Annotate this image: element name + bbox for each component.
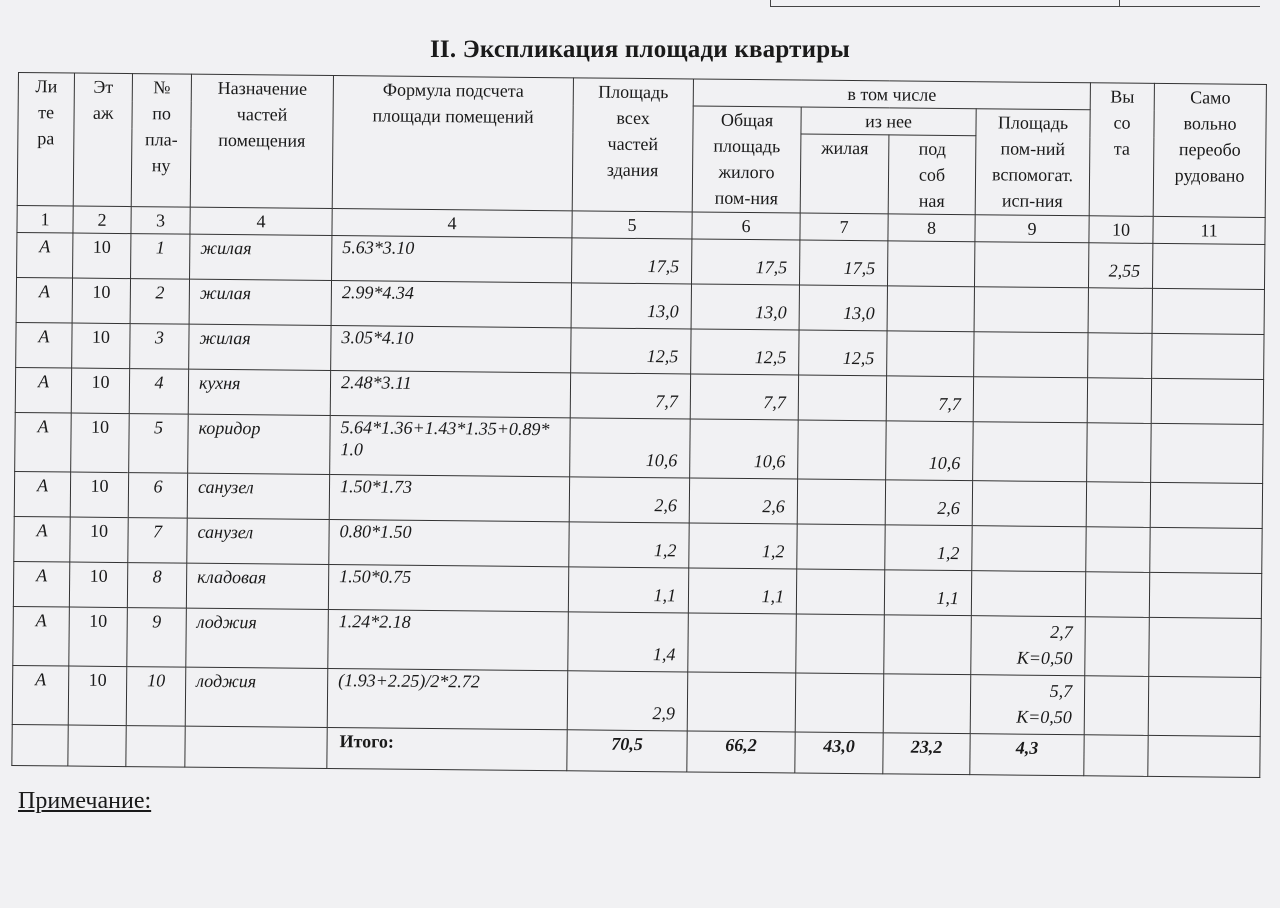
cell-podsobnaya [884, 615, 972, 675]
cell-etazh: 10 [73, 233, 131, 279]
column-number: 4 [332, 209, 572, 238]
header-etazh: Эт аж [73, 73, 132, 207]
top-border-tick [1119, 0, 1121, 6]
cell-naznachenie: жилая [190, 234, 332, 280]
total-empty-1 [12, 724, 68, 766]
total-empty-2 [68, 725, 126, 767]
cell-samovolno [1150, 482, 1262, 528]
cell-podsobnaya: 7,7 [886, 376, 973, 422]
cell-samovolno [1152, 333, 1264, 379]
cell-formula: 1.50*1.73 [329, 475, 569, 522]
vspomog-value: 5,7 [1049, 680, 1073, 702]
cell-litera: А [14, 471, 70, 517]
column-number: 6 [692, 212, 800, 240]
cell-vspomog [972, 526, 1086, 572]
cell-zhilaya: 17,5 [799, 240, 887, 286]
cell-etazh: 10 [68, 666, 127, 726]
cell-num: 7 [128, 518, 187, 564]
cell-obshchaya: 2,6 [689, 478, 797, 524]
cell-formula: 5.63*3.10 [332, 236, 572, 283]
cell-litera: А [14, 516, 70, 562]
header-naznachenie: Назначение частей помещения [190, 74, 333, 208]
cell-litera: А [15, 367, 71, 413]
cell-obshchaya: 10,6 [690, 419, 799, 479]
header-podsobnaya: под соб ная [888, 135, 976, 215]
cell-vspomog [971, 616, 1086, 676]
cell-vspomog [974, 332, 1088, 378]
total-empty-4 [185, 726, 327, 768]
total-empty-3 [126, 726, 185, 768]
vspomog-value: 2,7 [1050, 621, 1073, 643]
column-number: 10 [1089, 216, 1153, 244]
total-obshchaya: 66,2 [687, 731, 795, 773]
column-number: 7 [800, 213, 888, 241]
cell-ploshchad-vsekh: 13,0 [571, 283, 691, 329]
cell-podsobnaya [887, 331, 974, 377]
total-zhilaya: 43,0 [795, 732, 883, 774]
cell-podsobnaya: 1,2 [885, 525, 972, 571]
cell-naznachenie: коридор [188, 414, 331, 474]
cell-num: 5 [129, 414, 189, 474]
cell-num: 6 [128, 473, 187, 519]
cell-samovolno [1150, 527, 1262, 573]
total-empty-11 [1084, 735, 1148, 777]
cell-naznachenie: жилая [189, 324, 331, 370]
cell-etazh: 10 [71, 413, 130, 473]
cell-litera: А [13, 606, 70, 666]
cell-obshchaya: 12,5 [691, 329, 799, 375]
cell-ploshchad-vsekh: 17,5 [572, 238, 692, 284]
header-iz-nee: из нее [801, 107, 976, 136]
cell-litera: А [12, 665, 69, 725]
header-obshchaya: Общая площадь жилого пом-ния [692, 106, 801, 213]
cell-vspomog [974, 287, 1088, 333]
cell-zhilaya: 13,0 [799, 285, 887, 331]
cell-vspomog [972, 481, 1086, 527]
header-num: № по пла- ну [131, 74, 191, 208]
header-row-1 [18, 73, 1266, 112]
cell-ploshchad-vsekh: 2,9 [567, 671, 688, 731]
cell-podsobnaya [883, 674, 971, 734]
table-body [12, 232, 1265, 736]
cell-etazh: 10 [71, 368, 129, 414]
cell-vysota [1086, 527, 1150, 573]
cell-ploshchad-vsekh: 7,7 [570, 373, 690, 419]
cell-zhilaya [798, 420, 887, 480]
cell-vspomog [973, 422, 1088, 482]
column-number: 1 [17, 205, 73, 233]
cell-etazh: 10 [69, 607, 128, 667]
cell-naznachenie: лоджия [186, 608, 329, 668]
cell-vspomog [971, 571, 1085, 617]
total-label: Итого: [327, 727, 567, 770]
cell-samovolno [1152, 288, 1264, 334]
cell-obshchaya [687, 672, 796, 732]
cell-samovolno [1152, 243, 1264, 289]
cell-etazh: 10 [70, 517, 128, 563]
cell-vysota: 2,55 [1088, 243, 1152, 289]
cell-zhilaya: 12,5 [799, 330, 887, 376]
cell-zhilaya [797, 524, 885, 570]
cell-zhilaya [796, 614, 885, 674]
cell-podsobnaya [887, 241, 974, 287]
cell-naznachenie: санузел [187, 473, 329, 519]
cell-litera: А [15, 412, 72, 472]
cell-vspomog [974, 242, 1088, 288]
cell-vspomog [973, 377, 1087, 423]
header-vysota: Вы со та [1089, 83, 1154, 217]
cell-litera: А [16, 322, 72, 368]
column-number: 11 [1153, 216, 1265, 244]
cell-podsobnaya: 10,6 [886, 421, 974, 481]
cell-vysota [1087, 423, 1152, 483]
cell-etazh: 10 [70, 472, 128, 518]
cell-samovolno [1151, 423, 1264, 483]
cell-zhilaya [797, 479, 885, 525]
cell-etazh: 10 [72, 278, 130, 324]
cell-vysota [1088, 288, 1152, 334]
cell-naznachenie: кухня [188, 369, 330, 415]
cell-formula: 5.64*1.36+1.43*1.35+0.89* 1.0 [330, 416, 571, 477]
cell-formula: 2.99*4.34 [331, 281, 571, 328]
cell-samovolno [1149, 572, 1261, 618]
cell-num: 8 [127, 563, 186, 609]
cell-formula: 3.05*4.10 [331, 326, 571, 373]
cell-podsobnaya: 2,6 [885, 480, 972, 526]
cell-naznachenie: жилая [189, 279, 331, 325]
vspomog-coefficient: К=0,50 [1016, 706, 1072, 728]
cell-formula: 1.50*0.75 [328, 565, 568, 612]
cell-etazh: 10 [72, 323, 130, 369]
cell-samovolno [1148, 676, 1261, 736]
cell-num: 10 [126, 667, 186, 727]
note-label: Примечание: [18, 788, 152, 814]
cell-naznachenie: кладовая [186, 563, 328, 609]
cell-podsobnaya: 1,1 [884, 570, 971, 616]
cell-litera: А [17, 232, 73, 278]
cell-ploshchad-vsekh: 2,6 [569, 477, 689, 523]
column-number: 4 [190, 207, 332, 235]
cell-formula: 2.48*3.11 [330, 371, 570, 418]
cell-num: 1 [131, 234, 190, 280]
cell-vysota [1085, 572, 1149, 618]
vspomog-coefficient: К=0,50 [1016, 647, 1073, 669]
header-ploshchad-vsekh: Площадь всех частей здания [572, 78, 693, 212]
column-number: 8 [888, 214, 975, 242]
cell-etazh: 10 [69, 562, 127, 608]
total-empty-12 [1148, 735, 1260, 777]
column-number: 3 [131, 207, 190, 235]
explication-sheet [11, 72, 1266, 792]
cell-obshchaya [688, 613, 797, 673]
column-number: 5 [572, 211, 692, 239]
explication-table [11, 72, 1267, 778]
cell-obshchaya: 7,7 [690, 374, 798, 420]
cell-num: 3 [130, 324, 189, 370]
cell-zhilaya [795, 673, 884, 733]
cell-num: 2 [130, 279, 189, 325]
cell-naznachenie: санузел [187, 518, 329, 564]
cell-ploshchad-vsekh: 1,1 [568, 567, 688, 613]
cell-ploshchad-vsekh: 12,5 [571, 328, 691, 374]
header-v-tom-chisle: в том числе [693, 79, 1090, 110]
cell-ploshchad-vsekh: 1,4 [568, 612, 689, 672]
cell-obshchaya: 1,1 [688, 568, 796, 614]
top-border-fragment [770, 0, 1260, 7]
cell-ploshchad-vsekh: 10,6 [570, 418, 691, 478]
cell-obshchaya: 17,5 [691, 239, 799, 285]
cell-zhilaya [798, 375, 886, 421]
cell-num: 4 [129, 369, 188, 415]
header-samovolno: Само вольно переобо рудовано [1153, 83, 1266, 217]
cell-obshchaya: 13,0 [691, 284, 799, 330]
cell-naznachenie: лоджия [185, 667, 328, 727]
cell-formula: (1.93+2.25)/2*2.72 [327, 669, 568, 730]
column-number: 2 [73, 206, 131, 234]
cell-samovolno [1151, 378, 1263, 424]
total-podsobnaya: 23,2 [883, 733, 970, 775]
page-title: II. Экспликация площади квартиры [429, 36, 851, 63]
cell-samovolno [1149, 617, 1262, 677]
cell-vysota [1087, 378, 1151, 424]
cell-litera: А [13, 561, 69, 607]
cell-obshchaya: 1,2 [689, 523, 797, 569]
cell-podsobnaya [887, 286, 974, 332]
cell-num: 9 [127, 608, 187, 668]
cell-vysota [1085, 617, 1150, 677]
header-formula: Формула подсчета площади помещений [332, 76, 573, 211]
cell-formula: 1.24*2.18 [328, 610, 569, 671]
cell-vspomog [970, 675, 1085, 735]
total-vspomog: 4,3 [970, 734, 1084, 776]
cell-vysota [1086, 482, 1150, 528]
total-vsekh: 70,5 [567, 730, 687, 772]
column-number: 9 [975, 215, 1089, 243]
header-litera: Ли те ра [17, 73, 74, 207]
cell-formula: 0.80*1.50 [329, 520, 569, 567]
header-vspomogat: Площадь пом-ний вспомогат. исп-ния [975, 109, 1090, 216]
cell-ploshchad-vsekh: 1,2 [569, 522, 689, 568]
cell-vysota [1088, 333, 1152, 379]
cell-litera: А [16, 277, 72, 323]
cell-vysota [1084, 676, 1149, 736]
header-zhilaya: жилая [800, 134, 889, 214]
cell-zhilaya [796, 569, 884, 615]
